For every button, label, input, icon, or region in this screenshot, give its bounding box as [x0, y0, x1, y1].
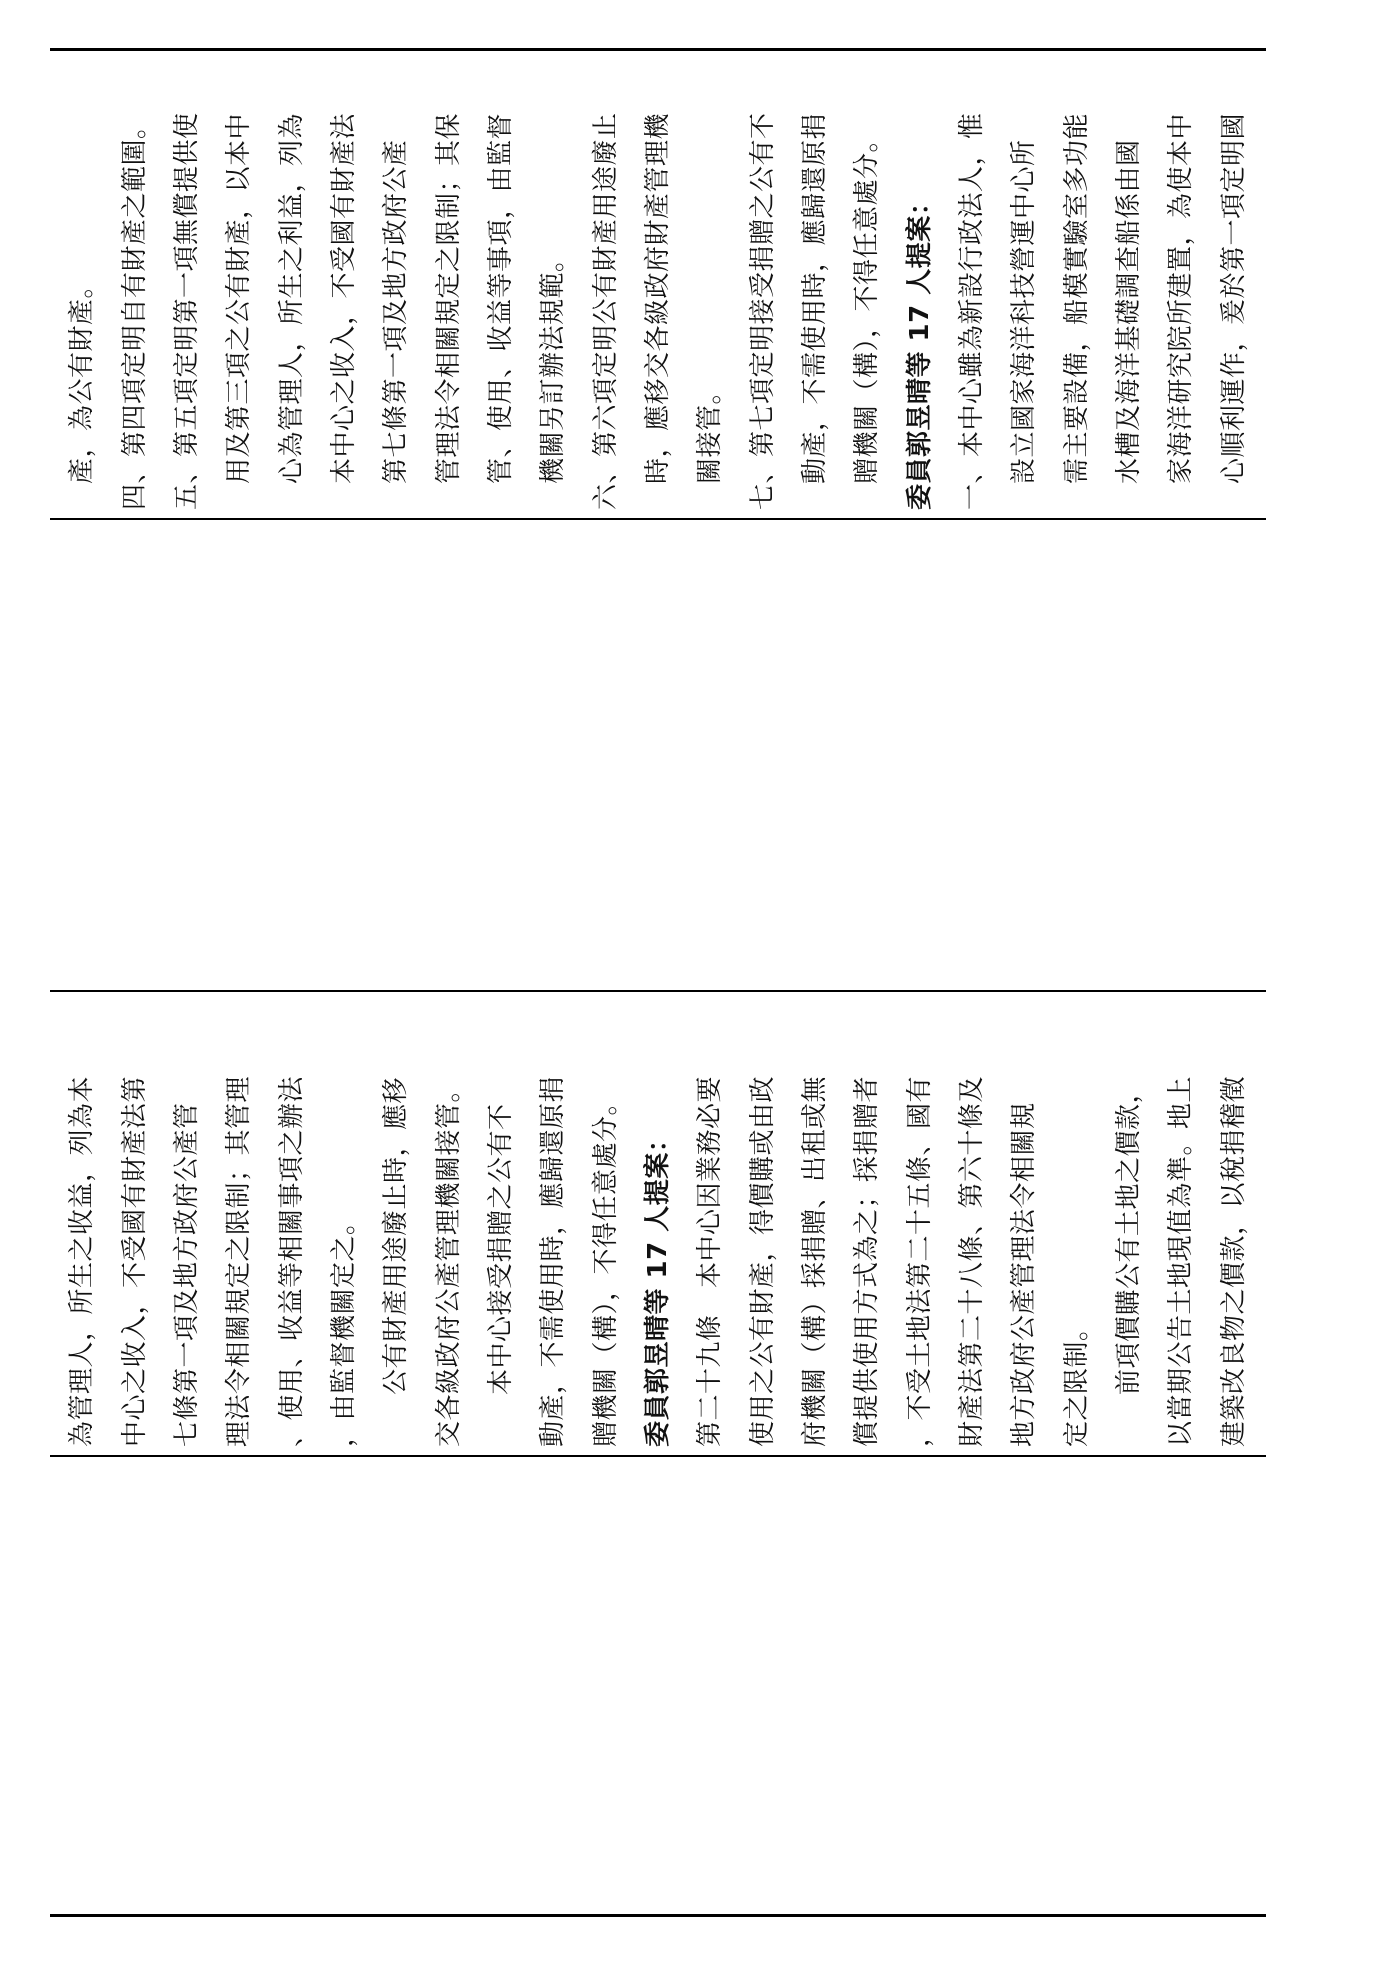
text-line: 五、第五項定明第一項無償提供使 — [171, 112, 202, 510]
text-line: 機關另訂辦法規範。 — [538, 245, 569, 484]
text-line: 前項價購公有土地之價款， — [1114, 1076, 1145, 1395]
text-line: 以當期公告土地現值為準。地上 — [1166, 1075, 1197, 1447]
text-line: 設立國家海洋科技營運中心所 — [1009, 139, 1040, 484]
section-heading: 委員郭昱晴等 17 人提案： — [642, 1125, 673, 1447]
bottom-rule — [50, 1914, 1266, 1917]
text-line: 動產，不需使用時，應歸還原捐 — [799, 112, 830, 484]
text-line: 六、第六項定明公有財產用途廢止 — [590, 112, 621, 510]
text-line: 、使用、收益等相關事項之辦法 — [276, 1075, 307, 1447]
text-line: 水槽及海洋基礎調查船係由國 — [1114, 139, 1145, 484]
top-rule — [50, 48, 1266, 51]
text-line: 理法令相關規定之限制；其管理 — [224, 1075, 255, 1447]
text-line: 七、第七項定明接受捐贈之公有不 — [747, 112, 778, 510]
text-line: 用及第三項之公有財產，以本中 — [224, 112, 255, 484]
text-line: 財產法第二十八條、第六十條及 — [957, 1075, 988, 1447]
text-line: 公有財產用途廢止時，應移 — [381, 1076, 412, 1395]
text-line: 贈機關（構），不得任意處分。 — [590, 1088, 621, 1447]
text-line: 動產，不需使用時，應歸還原捐 — [538, 1075, 569, 1447]
text-line: 四、第四項定明自有財產之範圍。 — [119, 112, 150, 510]
text-line: 產，為公有財產。 — [67, 271, 98, 484]
text-line: 本中心接受捐贈之公有不 — [485, 1103, 516, 1395]
text-line: 中心之收入，不受國有財產法第 — [119, 1075, 150, 1447]
text-line: 七條第一項及地方政府公產管 — [171, 1102, 202, 1447]
upper-text-block — [50, 52, 1266, 516]
text-line: 使用之公有財產，得價購或由政 — [747, 1075, 778, 1447]
upper-text-columns — [50, 52, 1266, 516]
text-line: 心為管理人，所生之利益，列為 — [276, 112, 307, 484]
text-line: 交各級政府公產管理機關接管。 — [433, 1075, 464, 1447]
text-line: 家海洋研究院所建置，為使本中 — [1166, 112, 1197, 484]
text-line: 本中心之收入，不受國有財產法 — [328, 112, 359, 484]
text-line: 贈機關（構），不得任意處分。 — [852, 125, 883, 484]
text-line: 一、本中心雖為新設行政法人，惟 — [957, 112, 988, 510]
text-line: 第七條第一項及地方政府公產 — [381, 139, 412, 484]
text-line: 關接管。 — [695, 377, 726, 484]
text-line: 府機關（構）採捐贈、出租或無 — [799, 1075, 830, 1447]
text-line: 管理法令相關規定之限制；其保 — [433, 112, 464, 484]
lower-block-bottom-rule — [50, 1455, 1266, 1457]
text-line: 建築改良物之價款，以稅捐稽徵 — [1218, 1075, 1249, 1447]
text-line: 定之限制。 — [1061, 1314, 1092, 1447]
text-line: 第二十九條 本中心因業務必要 — [695, 1075, 726, 1447]
text-line: ，由監督機關定之。 — [328, 1208, 359, 1447]
lower-text-block — [50, 993, 1266, 1453]
lower-text-columns — [50, 993, 1266, 1453]
section-heading: 委員郭昱晴等 17 人提案： — [904, 188, 935, 510]
text-line: 心順利運作，爰於第一項定明國 — [1218, 112, 1249, 484]
text-line: 地方政府公產管理法令相關規 — [1009, 1102, 1040, 1447]
text-line: 管、使用、收益等事項，由監督 — [485, 112, 516, 484]
lower-block-top-rule — [50, 990, 1266, 992]
text-line: 償提供使用方式為之；採捐贈者 — [852, 1075, 883, 1447]
text-line: 時，應移交各級政府財產管理機 — [642, 112, 673, 484]
text-line: 需主要設備，船模實驗室多功能 — [1061, 112, 1092, 484]
text-line: ，不受土地法第二十五條、國有 — [904, 1075, 935, 1447]
text-line: 為管理人，所生之收益，列為本 — [67, 1075, 98, 1447]
upper-block-bottom-rule — [50, 518, 1266, 520]
